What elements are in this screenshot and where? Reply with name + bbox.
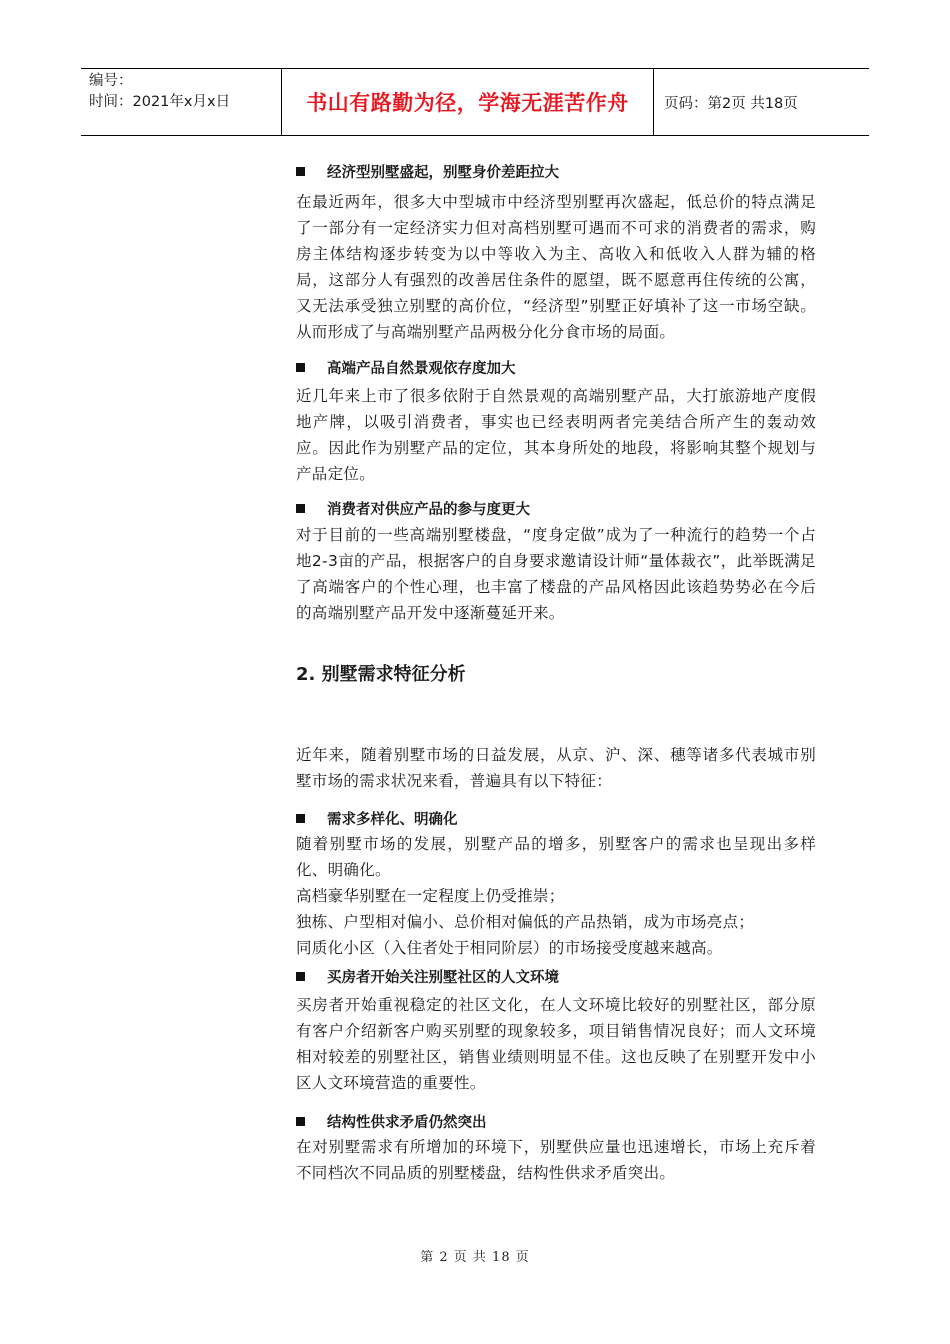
section-heading-text: 高端产品自然景观依存度加大 bbox=[327, 360, 516, 377]
section-heading-text: 结构性供求矛盾仍然突出 bbox=[327, 1114, 487, 1131]
section-heading bbox=[296, 158, 816, 184]
page-content bbox=[296, 158, 816, 1186]
section-heading-text: 买房者开始关注别墅社区的人文环境 bbox=[327, 969, 559, 986]
intro-paragraph: 近年来，随着别墅市场的日益发展，从京、沪、深、穗等诸多代表城市别墅市场的需求状况来看，普遍具有以下特征： bbox=[296, 746, 816, 790]
header-page-info: 页码：第2页 共18页 bbox=[664, 95, 798, 112]
header-table bbox=[81, 68, 869, 136]
header-left-cell bbox=[81, 69, 281, 135]
section-heading-text: 消费者对供应产品的参与度更大 bbox=[327, 501, 530, 518]
section-heading bbox=[296, 963, 816, 989]
square-bullet-icon bbox=[296, 504, 305, 513]
paragraph: 买房者开始重视稳定的社区文化，在人文环境比较好的别墅社区，部分原有客户介绍新客户购买别墅的现象较多，项目销售情况良好；而人文环境相对较差的别墅社区，销售业绩则明显不佳。这也反映了在别墅开发中小区人文环境营造的重要性。 bbox=[296, 996, 816, 1092]
paragraph: 在最近两年，很多大中型城市中经济型别墅再次盛起，低总价的特点满足了一部分有一定经济实力但对高档别墅可遇而不可求的消费者的需求，购房主体结构逐步转变为以中等收入为主、高收入和低收入人群为辅的格局，这部分人有强烈的改善居住条件的愿望，既不愿意再住传统的公寓，又无法承受独立别墅的高价位，“经济型”别墅正好填补了这一市场空缺。从而形成了与高端别墅产品两极分化分食市场的局面。 bbox=[296, 193, 816, 341]
paragraph: 近几年来上市了很多依附于自然景观的高端别墅产品，大打旅游地产度假地产牌，以吸引消费者，事实也已经表明两者完美结合所产生的轰动效应。因此作为别墅产品的定位，其本身所处的地段，将影响其整个规划与产品定位。 bbox=[296, 387, 816, 483]
square-bullet-icon bbox=[296, 1117, 305, 1126]
document-number-label: 编号： bbox=[89, 73, 133, 89]
square-bullet-icon bbox=[296, 972, 305, 981]
section-heading bbox=[296, 805, 816, 831]
paragraph: 对于目前的一些高端别墅楼盘，“度身定做”成为了一种流行的趋势一个占地2-3亩的产品，根据客户的自身要求邀请设计师“量体裁衣”，此举既满足了高端客户的个性心理，也丰富了楼盘的产品风格因此该趋势势必在今后的高端别墅产品开发中逐渐蔓延开来。 bbox=[296, 526, 816, 622]
square-bullet-icon bbox=[296, 363, 305, 372]
section-heading-text: 需求多样化、明确化 bbox=[327, 811, 458, 828]
section-heading bbox=[296, 354, 816, 380]
square-bullet-icon bbox=[296, 814, 305, 823]
section-heading-text: 经济型别墅盛起，别墅身价差距拉大 bbox=[327, 164, 559, 181]
square-bullet-icon bbox=[296, 167, 305, 176]
chapter-title: 2. 别墅需求特征分析 bbox=[296, 664, 466, 685]
page-footer: 第 2 页 共 18 页 bbox=[420, 1250, 530, 1265]
paragraph: 随着别墅市场的发展，别墅产品的增多，别墅客户的需求也呈现出多样化、明确化。 bbox=[296, 835, 816, 879]
header-motto: 书山有路勤为径，学海无涯苦作舟 bbox=[281, 69, 654, 135]
section-heading bbox=[296, 1108, 816, 1134]
section-heading bbox=[296, 495, 816, 521]
paragraph: 在对别墅需求有所增加的环境下，别墅供应量也迅速增长，市场上充斥着不同档次不同品质的别墅楼盘，结构性供求矛盾突出。 bbox=[296, 1138, 816, 1182]
document-time-label: 时间：2021年x月x日 bbox=[89, 94, 231, 110]
list-line: 独栋、户型相对偏小、总价相对偏低的产品热销，成为市场亮点； bbox=[296, 913, 755, 931]
list-line: 高档豪华别墅在一定程度上仍受推崇； bbox=[296, 887, 565, 905]
list-line: 同质化小区（入住者处于相同阶层）的市场接受度越来越高。 bbox=[296, 939, 723, 957]
